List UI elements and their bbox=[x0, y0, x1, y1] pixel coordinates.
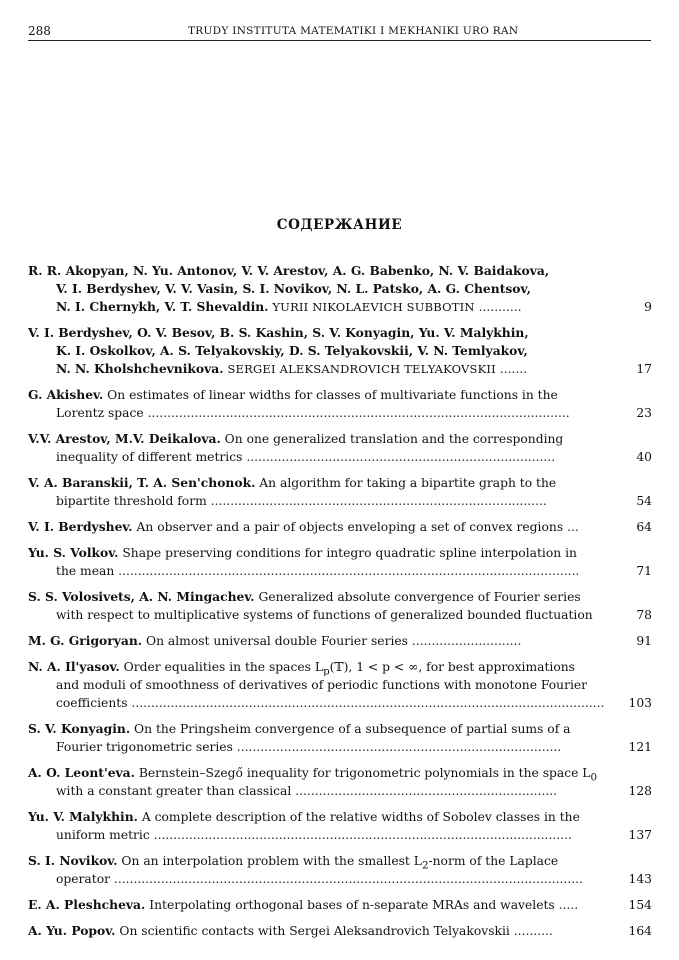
toc-entry[interactable] bbox=[28, 430, 656, 466]
toc-entry-line bbox=[28, 342, 656, 360]
toc-entry-line bbox=[28, 360, 656, 378]
entry-authors: V.V. Arestov, M.V. Deikalova. bbox=[28, 431, 221, 446]
entry-page-number: 164 bbox=[628, 924, 652, 938]
toc-entry-line bbox=[28, 588, 656, 606]
toc-entry-line bbox=[28, 430, 656, 448]
entry-title: Shape preserving conditions for integro quadratic spline interpolation in bbox=[122, 546, 577, 560]
dot-leader: ........... bbox=[474, 300, 522, 314]
entry-title: On scientific contacts with Sergei Aleksandrovich Telyakovskii bbox=[119, 924, 510, 938]
math-subscript: 2 bbox=[421, 859, 429, 870]
dot-leader: ...................................................................................... bbox=[206, 494, 547, 508]
entry-title: operator bbox=[56, 872, 110, 886]
journal-title: TRUDY INSTITUTA MATEMATIKI I MEKHANIKI URO RAN bbox=[188, 25, 519, 37]
toc-entry-line bbox=[28, 808, 656, 826]
entry-page-number: 103 bbox=[628, 696, 652, 710]
toc-entry-line bbox=[28, 404, 656, 422]
entry-page-number: 71 bbox=[636, 564, 652, 578]
toc-entry[interactable] bbox=[28, 544, 656, 580]
toc-entry[interactable] bbox=[28, 808, 656, 844]
toc-entry-line bbox=[28, 518, 656, 536]
toc-entry[interactable] bbox=[28, 588, 656, 624]
toc-entry-line bbox=[28, 298, 656, 316]
entry-title: An observer and a pair of objects enveloping a set of convex regions bbox=[136, 520, 564, 534]
entry-authors: N. I. Chernykh, V. T. Shevaldin. bbox=[56, 299, 269, 314]
toc-entry-line bbox=[28, 694, 656, 712]
entry-authors: V. I. Berdyshev. bbox=[28, 519, 133, 534]
dot-leader: ............................................................................... bbox=[242, 450, 556, 464]
entry-page-number: 9 bbox=[644, 300, 652, 314]
entry-authors: N. A. Il'yasov. bbox=[28, 659, 120, 674]
dot-leader: ............................................................................................................ bbox=[143, 406, 570, 420]
entry-authors: V. I. Berdyshev, V. V. Vasin, S. I. Novikov, N. L. Patsko, A. G. Chentsov, bbox=[56, 281, 531, 296]
toc-entry[interactable] bbox=[28, 386, 656, 422]
entry-title: with a constant greater than classical bbox=[56, 784, 292, 798]
entry-title: On the Pringsheim convergence of a subsequence of partial sums of a bbox=[134, 722, 571, 736]
toc-entry-line bbox=[28, 492, 656, 510]
entry-spacer bbox=[28, 316, 656, 324]
entry-title: the mean bbox=[56, 564, 115, 578]
toc-entry[interactable] bbox=[28, 474, 656, 510]
entry-spacer bbox=[28, 914, 656, 922]
toc-entry-line bbox=[28, 544, 656, 562]
entry-title: bipartite threshold form bbox=[56, 494, 207, 508]
entry-spacer bbox=[28, 650, 656, 658]
entry-authors: S. V. Konyagin. bbox=[28, 721, 131, 736]
toc-entry-line bbox=[28, 764, 656, 782]
toc-entry-line bbox=[28, 782, 656, 800]
toc-entry[interactable] bbox=[28, 922, 656, 940]
dot-leader: ............................ bbox=[408, 634, 522, 648]
toc-entry-line bbox=[28, 658, 656, 676]
entry-spacer bbox=[28, 940, 656, 948]
toc-entry[interactable] bbox=[28, 764, 656, 800]
entry-title: Order equalities in the spaces L bbox=[123, 660, 324, 674]
entry-spacer bbox=[28, 712, 656, 720]
entry-title: with respect to multiplicative systems of functions of generalized bounded fluctuation bbox=[56, 608, 593, 622]
entry-authors: V. A. Baranskii, T. A. Sen'chonok. bbox=[28, 475, 256, 490]
entry-title: On estimates of linear widths for classes of multivariate functions in the bbox=[107, 388, 558, 402]
entry-spacer bbox=[28, 422, 656, 430]
toc-entry[interactable] bbox=[28, 324, 656, 378]
entry-page-number: 154 bbox=[628, 898, 652, 912]
entry-authors: N. N. Kholshchevnikova. bbox=[56, 361, 224, 376]
entry-authors: S. I. Novikov. bbox=[28, 853, 118, 868]
entry-spacer bbox=[28, 756, 656, 764]
entry-title-continued: (𝕋), 1 < p < ∞, for best approximations bbox=[329, 660, 575, 674]
toc-entry-line bbox=[28, 720, 656, 738]
entry-page-number: 137 bbox=[628, 828, 652, 842]
entry-page-number: 128 bbox=[628, 784, 652, 798]
math-subscript: p bbox=[323, 665, 330, 676]
entry-spacer bbox=[28, 378, 656, 386]
entry-spacer bbox=[28, 800, 656, 808]
toc-entry-line bbox=[28, 448, 656, 466]
toc-entry[interactable] bbox=[28, 262, 656, 316]
toc-entry[interactable] bbox=[28, 632, 656, 650]
toc-entry-line bbox=[28, 606, 656, 624]
toc-entry-line bbox=[28, 738, 656, 756]
entry-spacer bbox=[28, 466, 656, 474]
entry-page-number: 17 bbox=[636, 362, 652, 376]
entry-spacer bbox=[28, 536, 656, 544]
entry-authors: A. Yu. Popov. bbox=[28, 923, 116, 938]
entry-title: inequality of different metrics bbox=[56, 450, 243, 464]
toc-entry-line bbox=[28, 262, 656, 280]
entry-title: On one generalized translation and the corresponding bbox=[224, 432, 564, 446]
page-number: 288 bbox=[28, 24, 51, 38]
entry-title: YURII NIKOLAEVICH SUBBOTIN bbox=[272, 300, 475, 314]
dot-leader: ................................................................... bbox=[291, 784, 558, 798]
toc-entry-line bbox=[28, 870, 656, 888]
dot-leader: .......... bbox=[509, 924, 553, 938]
entry-title: On almost universal double Fourier series bbox=[146, 634, 408, 648]
entry-page-number: 143 bbox=[628, 872, 652, 886]
toc-entry-line bbox=[28, 562, 656, 580]
dot-leader: ......................................................................................................................... bbox=[127, 696, 605, 710]
toc-entry-line bbox=[28, 324, 656, 342]
entry-authors: V. I. Berdyshev, O. V. Besov, B. S. Kashin, S. V. Konyagin, Yu. V. Malykhin, bbox=[28, 325, 529, 340]
entry-page-number: 40 bbox=[636, 450, 652, 464]
entry-title: Bernstein–Szegő inequality for trigonometric polynomials in the space L bbox=[138, 766, 591, 780]
dot-leader: ..... bbox=[554, 898, 579, 912]
entry-spacer bbox=[28, 580, 656, 588]
table-of-contents bbox=[28, 262, 656, 948]
entry-title: SERGEI ALEKSANDROVICH TELYAKOVSKII bbox=[227, 362, 496, 376]
entry-title: Generalized absolute convergence of Fourier series bbox=[258, 590, 581, 604]
toc-entry-line bbox=[28, 632, 656, 650]
entry-authors: Yu. S. Volkov. bbox=[28, 545, 119, 560]
entry-spacer bbox=[28, 510, 656, 518]
entry-page-number: 121 bbox=[628, 740, 652, 754]
toc-entry-line bbox=[28, 474, 656, 492]
entry-page-number: 54 bbox=[636, 494, 652, 508]
entry-authors: E. A. Pleshcheva. bbox=[28, 897, 146, 912]
entry-title: On an interpolation problem with the smallest L bbox=[121, 854, 422, 868]
toc-entry-line bbox=[28, 386, 656, 404]
entry-spacer bbox=[28, 624, 656, 632]
entry-page-number: 64 bbox=[636, 520, 652, 534]
dot-leader: ... bbox=[563, 520, 579, 534]
entry-authors: Yu. V. Malykhin. bbox=[28, 809, 138, 824]
entry-authors: K. I. Oskolkov, A. S. Telyakovskiy, D. S. Telyakovskii, V. N. Temlyakov, bbox=[56, 343, 528, 358]
entry-page-number: 23 bbox=[636, 406, 652, 420]
toc-entry[interactable] bbox=[28, 720, 656, 756]
dot-leader: ........................................................................................................................ bbox=[110, 872, 583, 886]
entry-title: Lorentz space bbox=[56, 406, 144, 420]
toc-entry-line bbox=[28, 826, 656, 844]
toc-entry-line bbox=[28, 896, 656, 914]
contents-title: СОДЕРЖАНИЕ bbox=[276, 217, 403, 233]
entry-spacer bbox=[28, 844, 656, 852]
toc-entry-line bbox=[28, 280, 656, 298]
entry-title: An algorithm for taking a bipartite graph to the bbox=[259, 476, 557, 490]
entry-page-number: 91 bbox=[636, 634, 652, 648]
dot-leader: ................................................................................... bbox=[232, 740, 562, 754]
toc-entry[interactable] bbox=[28, 518, 656, 536]
entry-authors: R. R. Akopyan, N. Yu. Antonov, V. V. Arestov, A. G. Babenko, N. V. Baidakova, bbox=[28, 263, 550, 278]
entry-title: Fourier trigonometric series bbox=[56, 740, 233, 754]
toc-entry-line bbox=[28, 676, 656, 694]
toc-entry[interactable] bbox=[28, 658, 656, 712]
entry-authors: G. Akishev. bbox=[28, 387, 104, 402]
entry-authors: M. G. Grigoryan. bbox=[28, 633, 143, 648]
entry-authors: A. O. Leont'eva. bbox=[28, 765, 135, 780]
toc-entry[interactable] bbox=[28, 852, 656, 888]
dot-leader: ...................................................................................................................... bbox=[114, 564, 580, 578]
entry-title: uniform metric bbox=[56, 828, 150, 842]
toc-entry-line bbox=[28, 852, 656, 870]
dot-leader: ....... bbox=[495, 362, 528, 376]
entry-spacer bbox=[28, 888, 656, 896]
dot-leader: ........................................................................................................... bbox=[149, 828, 572, 842]
entry-title: coefficients bbox=[56, 696, 128, 710]
math-subscript: 0 bbox=[590, 771, 598, 782]
entry-title: A complete description of the relative widths of Sobolev classes in the bbox=[141, 810, 580, 824]
toc-entry-line bbox=[28, 922, 656, 940]
entry-title: Interpolating orthogonal bases of n-separate MRAs and wavelets bbox=[149, 898, 555, 912]
entry-title-continued: -norm of the Laplace bbox=[428, 854, 559, 868]
entry-title: and moduli of smoothness of derivatives of periodic functions with monotone Fourier bbox=[56, 678, 588, 692]
toc-entry[interactable] bbox=[28, 896, 656, 914]
entry-authors: S. S. Volosivets, A. N. Mingachev. bbox=[28, 589, 255, 604]
running-header bbox=[28, 22, 651, 41]
entry-page-number: 78 bbox=[636, 608, 652, 622]
